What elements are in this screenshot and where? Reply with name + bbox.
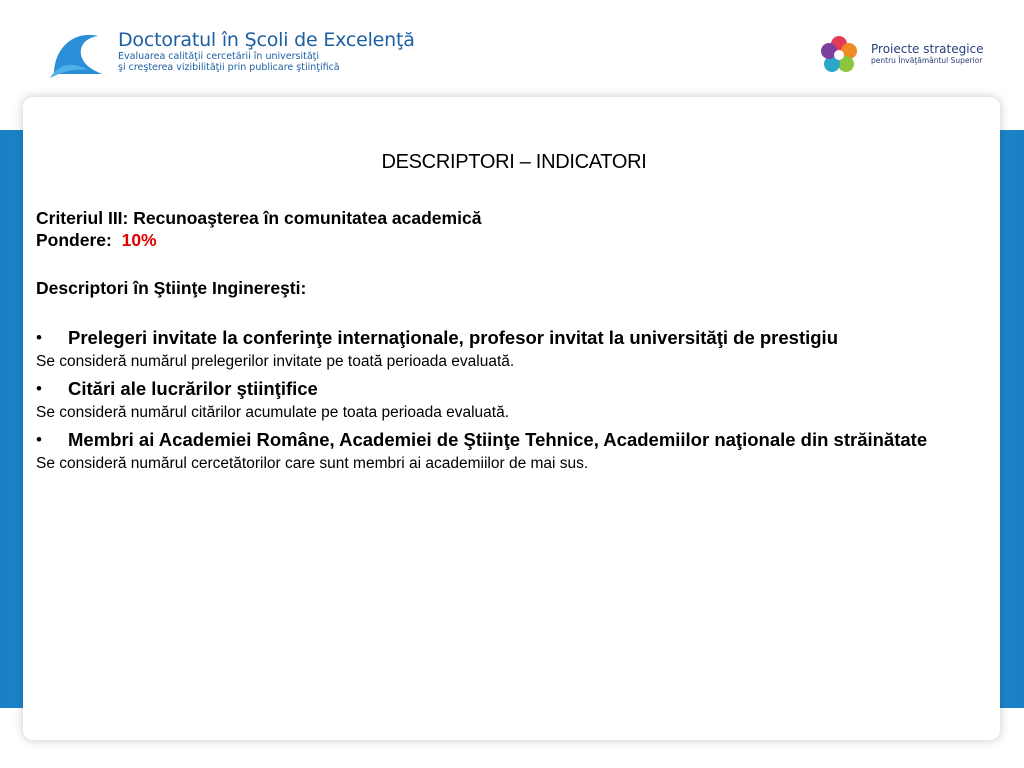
wave-logo-icon xyxy=(48,28,104,80)
bullet-marker: • xyxy=(36,328,42,347)
slide-body xyxy=(36,207,976,478)
bullet-marker: • xyxy=(36,430,42,449)
flower-logo-icon xyxy=(818,34,860,76)
item-title: Membri ai Academiei Române, Academiei de Ştiinţe Tehnice, Academiilor naţionale din străinătate xyxy=(68,429,928,450)
header xyxy=(0,0,1024,96)
weight-value: 10% xyxy=(121,230,157,250)
descriptors-label: Descriptori în Ştiinţe Inginereşti: xyxy=(36,278,307,298)
bullet-marker: • xyxy=(36,379,42,398)
item-title: Prelegeri invitate la conferinţe internaţionale, profesor invitat la universităţi de prestigiu xyxy=(68,327,838,348)
brand-title: Doctoratul în Şcoli de Excelenţă xyxy=(118,29,415,51)
partner-title: Proiecte strategice xyxy=(871,42,984,56)
slide-heading: DESCRIPTORI – INDICATORI xyxy=(381,151,647,173)
item-note: Se consideră numărul cercetătorilor care sunt membri ai academiilor de mai sus. xyxy=(36,455,589,472)
item-title: Citări ale lucrărilor ştiinţifice xyxy=(68,378,318,399)
list-item xyxy=(36,427,976,453)
item-note: Se consideră numărul prelegerilor invitate pe toată perioada evaluată. xyxy=(36,353,515,370)
item-note: Se consideră numărul citărilor acumulate pe toata perioada evaluată. xyxy=(36,404,510,421)
list-item xyxy=(36,376,976,402)
list-item xyxy=(36,325,976,351)
brand-block xyxy=(118,29,415,73)
brand-subtitle-line1: Evaluarea calităţii cercetării în universităţi xyxy=(118,51,320,62)
criterion-label: Criteriul III: Recunoaşterea în comunitatea academică xyxy=(36,208,482,228)
partner-subtitle: pentru Învăţământul Superior xyxy=(871,56,983,65)
brand-subtitle-line2: şi creşterea vizibilităţii prin publicare ştiinţifică xyxy=(118,62,340,73)
slide-card xyxy=(23,97,1000,740)
weight-label: Pondere: xyxy=(36,230,112,250)
partner-block xyxy=(871,42,984,66)
weight-line xyxy=(36,229,976,251)
